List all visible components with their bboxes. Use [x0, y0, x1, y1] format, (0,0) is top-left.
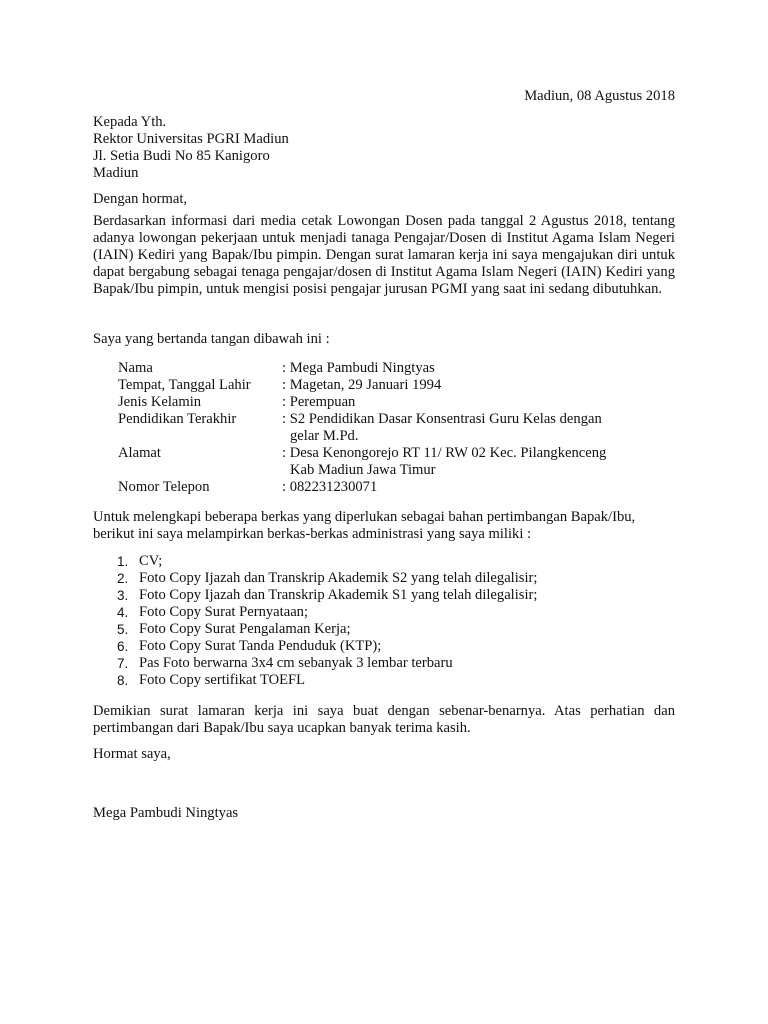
list-item — [93, 621, 537, 638]
list-item-text: Foto Copy sertifikat TOEFL — [139, 672, 306, 688]
detail-label: Tempat, Tanggal Lahir — [118, 377, 251, 393]
detail-label: Pendidikan Terakhir — [118, 411, 237, 427]
detail-value: : Mega Pambudi Ningtyas — [282, 360, 435, 376]
detail-row-birth — [118, 377, 678, 394]
list-item-text: Foto Copy Ijazah dan Transkrip Akademik S2 yang telah dilegalisir; — [139, 570, 538, 586]
list-item — [93, 638, 537, 655]
list-item-text: Foto Copy Ijazah dan Transkrip Akademik S1 yang telah dilegalisir; — [139, 587, 538, 603]
list-item — [93, 672, 537, 689]
list-item — [93, 570, 537, 587]
list-item — [93, 553, 537, 570]
detail-label: Alamat — [118, 445, 161, 461]
list-item-text: CV; — [139, 553, 163, 569]
detail-label: Nomor Telepon — [118, 479, 210, 495]
detail-label: Nama — [118, 360, 153, 376]
detail-value: : 082231230071 — [282, 479, 378, 495]
detail-row-education — [118, 411, 678, 445]
recipient-block — [93, 114, 675, 182]
detail-row-name — [118, 360, 678, 377]
detail-row-gender — [118, 394, 678, 411]
detail-value-continued: gelar M.Pd. — [290, 428, 359, 444]
list-item — [93, 604, 537, 621]
list-number: 3. — [117, 588, 129, 603]
list-number: 1. — [117, 554, 129, 569]
closing-regards: Hormat saya, — [93, 746, 171, 762]
detail-value: : S2 Pendidikan Dasar Konsentrasi Guru Kelas dengan gelar M.Pd. — [282, 411, 678, 445]
list-item — [93, 655, 537, 672]
list-item-text: Foto Copy Surat Tanda Penduduk (KTP); — [139, 638, 382, 654]
list-item-text: Foto Copy Surat Pengalaman Kerja; — [139, 621, 351, 637]
recipient-line: Jl. Setia Budi No 85 Kanigoro — [93, 148, 270, 164]
detail-value-continued: Kab Madiun Jawa Timur — [290, 462, 436, 478]
list-number: 6. — [117, 639, 129, 654]
list-item — [93, 587, 537, 604]
list-number: 7. — [117, 656, 129, 671]
recipient-line: Madiun — [93, 165, 139, 181]
salutation: Dengan hormat, — [93, 191, 188, 207]
attachments-intro-line: berikut ini saya melampirkan berkas-berkas administrasi yang saya miliki : — [93, 526, 532, 542]
recipient-line: Kepada Yth. — [93, 114, 167, 130]
attachments-list — [93, 553, 537, 689]
applicant-intro: Saya yang bertanda tangan dibawah ini : — [93, 331, 330, 347]
opening-paragraph: Berdasarkan informasi dari media cetak Lowongan Dosen pada tanggal 2 Agustus 2018, tentang adanya lowongan pekerjaan untuk menjadi tanaga Pengajar/Dosen di Institut Agama Islam Negeri (IAIN) Kediri yang Bapak/Ibu pimpin. Dengan surat lamaran kerja ini saya mengajukan diri untuk dapat bergabung sebagai tenaga pengajar/dosen di Institut Agama Islam Negeri (IAIN) Kediri yang Bapak/Ibu pimpin, untuk mengisi posisi pengajar jurusan PGMI yang saat ini sedang dibutuhkan. — [93, 213, 675, 297]
applicant-details — [118, 360, 678, 496]
attachments-intro — [93, 509, 675, 543]
recipient-line: Rektor Universitas PGRI Madiun — [93, 131, 289, 147]
list-item-text: Pas Foto berwarna 3x4 cm sebanyak 3 lembar terbaru — [139, 655, 453, 671]
letter-date: Madiun, 08 Agustus 2018 — [524, 88, 675, 104]
detail-value: : Magetan, 29 Januari 1994 — [282, 377, 442, 393]
list-number: 2. — [117, 571, 129, 586]
closing-paragraph: Demikian surat lamaran kerja ini saya buat dengan sebenar-benarnya. Atas perhatian dan pertimbangan dari Bapak/Ibu saya ucapkan banyak terima kasih. — [93, 703, 675, 736]
attachments-intro-line: Untuk melengkapi beberapa berkas yang diperlukan sebagai bahan pertimbangan Bapak/Ibu, — [93, 509, 636, 525]
list-number: 5. — [117, 622, 129, 637]
signature-name: Mega Pambudi Ningtyas — [93, 805, 239, 821]
detail-row-phone — [118, 479, 678, 496]
detail-row-address — [118, 445, 678, 479]
list-number: 4. — [117, 605, 129, 620]
detail-label: Jenis Kelamin — [118, 394, 202, 410]
list-item-text: Foto Copy Surat Pernyataan; — [139, 604, 309, 620]
list-number: 8. — [117, 673, 129, 688]
detail-value: : Perempuan — [282, 394, 356, 410]
detail-value: : Desa Kenongorejo RT 11/ RW 02 Kec. Pilangkenceng Kab Madiun Jawa Timur — [282, 445, 678, 479]
